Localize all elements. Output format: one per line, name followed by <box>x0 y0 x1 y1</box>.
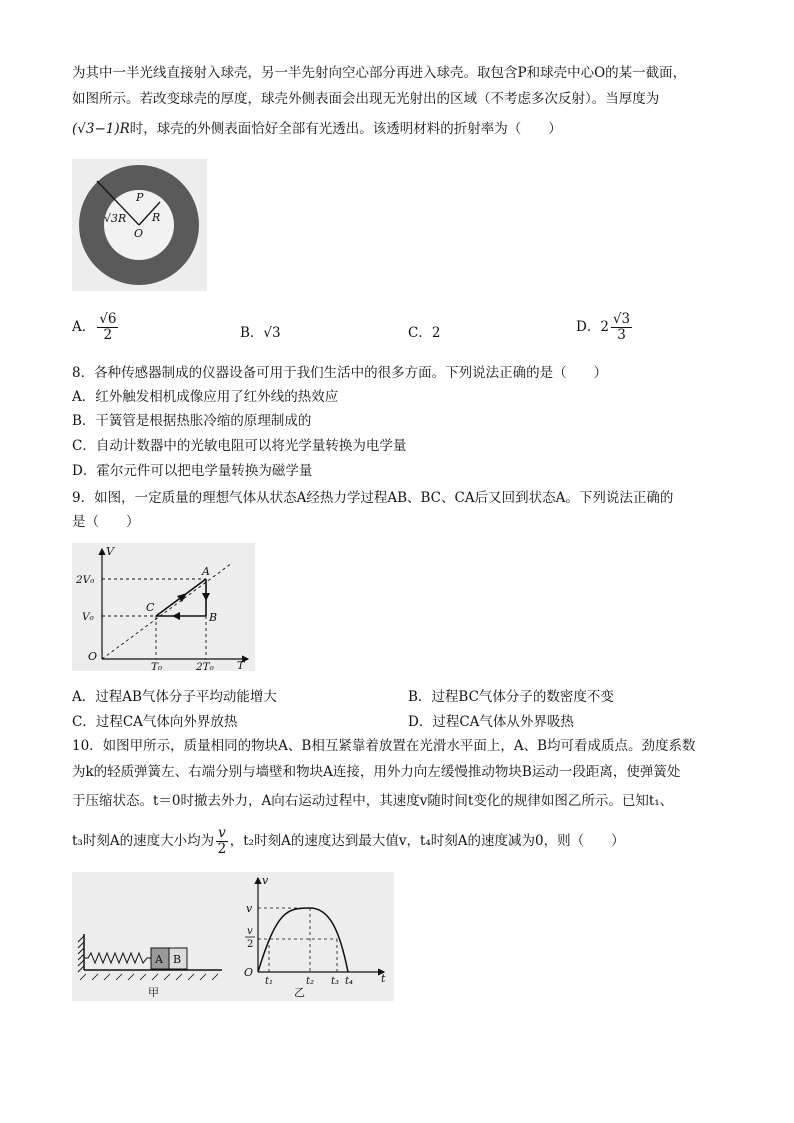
q9-option-b[interactable]: B．过程BC气体分子的数密度不变 <box>408 689 614 705</box>
center-o-label: O <box>134 227 144 240</box>
q8-option-a[interactable]: A．红外触发相机成像应用了红外线的热效应 <box>72 389 339 405</box>
point-c-label: C <box>146 601 155 614</box>
q8-stem: 8．各种传感器制成的仪器设备可用于我们生活中的很多方面。下列说法正确的是（ ） <box>72 365 608 381</box>
tick-vhalf-num: v <box>247 926 253 937</box>
q9-stem-line-1: 9．如图，一定质量的理想气体从状态A经热力学过程AB、BC、CA后又回到状态A。下列说法正确的 <box>72 490 674 506</box>
tick-2v0: 2V₀ <box>76 574 95 586</box>
q9-option-a[interactable]: A．过程AB气体分子平均动能增大 <box>72 689 277 705</box>
tick-t0: T₀ <box>151 661 163 671</box>
t-axis-label: T <box>237 659 245 671</box>
q7-text-line-3 <box>72 120 562 138</box>
arrow-ab <box>202 593 210 601</box>
velocity-curve <box>258 908 348 972</box>
wall-hatch <box>78 936 84 972</box>
floor-hatch <box>80 974 218 980</box>
q10-text-line-2: 为k的轻质弹簧左、右端分别与墙壁和物块A连接，用外力向左缓慢推动物块B运动一段距离，使弹簧处 <box>72 764 681 780</box>
arrow-bc <box>172 612 180 620</box>
q9-vt-graph <box>72 543 255 671</box>
graph-v-axis-label: v <box>262 874 269 887</box>
origin-label: O <box>88 650 98 663</box>
tick-v0: V₀ <box>82 611 94 623</box>
q7-option-a[interactable]: A． $\frac{√6}{2}$ <box>72 311 117 343</box>
q10-text-line-4: t₃时刻A的速度大小均为 $\frac{v}{2}$ ，t₂时刻A的速度达到最大值v，t₄时刻A的速度减为0，则（ ） <box>72 825 625 857</box>
tick-t4: t₄ <box>345 976 354 987</box>
block-a-label: A <box>155 953 163 966</box>
graph-t-axis-label: t <box>381 972 386 985</box>
tick-vhalf-den: 2 <box>247 939 254 950</box>
q7-text-line-1: 为其中一半光线直接射入球壳，另一半先射向空心部分再进入球壳。取包含P和球壳中心O的某一截面， <box>72 65 687 81</box>
tick-2t0: 2T₀ <box>196 661 214 671</box>
q8-option-d[interactable]: D．霍尔元件可以把电学量转换为磁学量 <box>72 463 313 479</box>
spring <box>84 953 151 963</box>
tick-vmax: v <box>246 902 253 915</box>
q10-figure <box>72 872 394 1001</box>
block-b-label: B <box>173 953 182 966</box>
tick-t3: t₃ <box>331 976 340 987</box>
inner-radius-label: R <box>152 211 161 224</box>
point-b-label: B <box>209 611 218 624</box>
point-a-label: A <box>202 565 210 578</box>
q8-option-c[interactable]: C．自动计数器中的光敏电阻可以将光学量转换为电学量 <box>72 438 407 454</box>
v-axis-label: V <box>106 545 114 558</box>
q9-option-d[interactable]: D．过程CA气体从外界吸热 <box>408 714 574 730</box>
q7-thickness-expression: (√3−1)R <box>72 121 130 137</box>
q7-option-c[interactable]: C．2 <box>408 325 441 341</box>
q8-option-b[interactable]: B．干簧管是根据热胀冷缩的原理制成的 <box>72 413 312 429</box>
q7-shell-figure <box>72 159 207 291</box>
point-p-label: P <box>136 191 144 204</box>
q7-option-b[interactable]: B．√3 <box>240 325 281 341</box>
tick-t1: t₁ <box>265 976 274 987</box>
outer-radius-label: √3R <box>104 212 127 225</box>
q9-stem-line-2: 是（ ） <box>72 514 140 530</box>
graph-origin-label: O <box>244 966 254 979</box>
q9-option-c[interactable]: C．过程CA气体向外界放热 <box>72 714 238 730</box>
figure-yi-label: 乙 <box>294 986 305 999</box>
q10-text-line-3: 于压缩状态。t＝0时撤去外力，A向右运动过程中，其速度v随时间t变化的规律如图乙所示。已知t₁、 <box>72 793 674 809</box>
tick-t2: t₂ <box>306 976 315 987</box>
q10-text-line-1: 10．如图甲所示，质量相同的物块A、B相互紧靠着放置在光滑水平面上，A、B均可看成质点。劲度系数 <box>72 738 696 754</box>
figure-jia-label: 甲 <box>148 986 159 999</box>
q7-text-line-3-rest: 时，球壳的外侧表面恰好全部有光透出。该透明材料的折射率为（ ） <box>129 121 562 137</box>
q7-option-d[interactable]: D．2 $\frac{√3}{3}$ <box>576 311 631 343</box>
q7-text-line-2: 如图所示。若改变球壳的厚度，球壳外侧表面会出现无光射出的区域（不考虑多次反射）。当厚度为 <box>72 91 660 107</box>
